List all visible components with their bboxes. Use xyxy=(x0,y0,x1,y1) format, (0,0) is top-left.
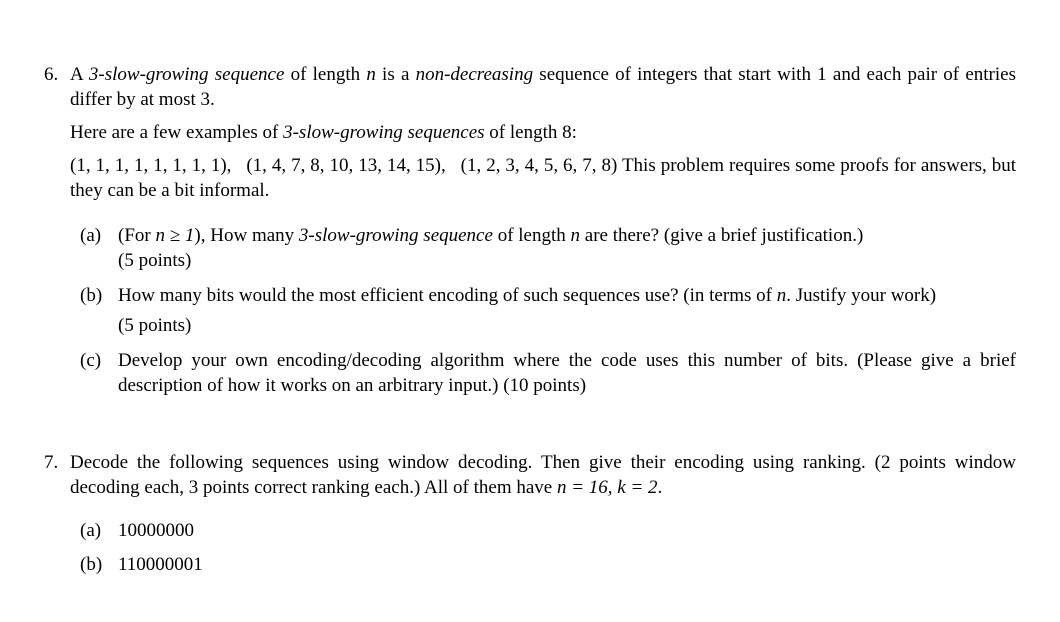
text-run: ), How many xyxy=(194,225,299,246)
part-label: (a) xyxy=(80,520,102,541)
math-n-k: n = 16, k = 2 xyxy=(556,477,658,498)
part-b xyxy=(70,552,1016,577)
part-b xyxy=(70,283,1016,338)
problem-7-parts xyxy=(70,518,1016,577)
example-sequence: (1, 1, 1, 1, 1, 1, 1, 1), xyxy=(70,155,232,176)
problem-number: 6. xyxy=(44,64,59,85)
part-label: (b) xyxy=(80,554,103,575)
problem-7-body xyxy=(70,450,1016,577)
part-points: (5 points) xyxy=(118,250,192,271)
text-run: of length xyxy=(284,64,367,85)
problem-6-examples-intro xyxy=(70,120,1016,145)
bit-sequence: 10000000 xyxy=(118,520,194,541)
part-label: (c) xyxy=(80,350,102,371)
proof-note: This problem requires some proofs for answers, but they can be a bit informal. xyxy=(70,155,1017,201)
problem-7-statement xyxy=(70,450,1016,500)
problem-6-example-sequences xyxy=(70,153,1016,203)
text-run: A xyxy=(70,64,89,85)
text-run: of length 8: xyxy=(484,122,577,143)
problem-6-body xyxy=(70,62,1016,398)
part-points: (5 points) xyxy=(118,315,192,336)
text-run: Here are a few examples of xyxy=(70,122,284,143)
text-run: of length xyxy=(492,225,571,246)
problem-number: 7. xyxy=(44,452,59,473)
part-a-question xyxy=(118,223,1016,248)
term-emphasis: non-decreasing xyxy=(415,64,534,85)
part-label: (a) xyxy=(80,225,102,246)
math-n: n xyxy=(570,225,581,246)
term-emphasis: 3-slow-growing sequence xyxy=(298,225,493,246)
text-run: How many bits would the most efficient encoding of such sequences use? (in terms of xyxy=(118,285,777,306)
text-run: Decode the following sequences using window decoding. Then give their encoding using ranking. (2 points window decoding each, 3 points correct ranking each.) All of them have xyxy=(70,452,1016,498)
text-run: . xyxy=(657,477,663,498)
problem-7 xyxy=(44,450,1016,577)
term-emphasis: 3-slow-growing sequences xyxy=(283,122,485,143)
term-emphasis: 3-slow-growing sequence xyxy=(88,64,285,85)
part-a xyxy=(70,223,1016,273)
text-run: (For xyxy=(118,225,156,246)
part-c-question: Develop your own encoding/decoding algorithm where the code uses this number of bits. (Please give a brief description of how it works on an arbitrary input.) (10 points) xyxy=(118,350,1016,396)
text-run: is a xyxy=(375,64,416,85)
part-label: (b) xyxy=(80,285,103,306)
math-n: n xyxy=(776,285,787,306)
example-sequence: (1, 4, 7, 8, 10, 13, 14, 15), xyxy=(246,155,446,176)
problem-6 xyxy=(44,62,1016,398)
problem-6-definition xyxy=(70,62,1016,112)
part-c xyxy=(70,348,1016,398)
part-b-question xyxy=(118,283,1016,308)
part-a xyxy=(70,518,1016,543)
problem-6-parts xyxy=(70,223,1016,398)
text-run: . Justify your work) xyxy=(786,285,937,306)
math-n: n xyxy=(366,64,376,85)
text-run: sequence of integers that start with 1 and each pair of entries differ by at most 3. xyxy=(70,64,1016,110)
math-n-geq-1: n ≥ 1 xyxy=(155,225,195,246)
text-run: are there? (give a brief justification.) xyxy=(580,225,864,246)
bit-sequence: 110000001 xyxy=(118,554,203,575)
example-sequence: (1, 2, 3, 4, 5, 6, 7, 8) xyxy=(460,155,618,176)
